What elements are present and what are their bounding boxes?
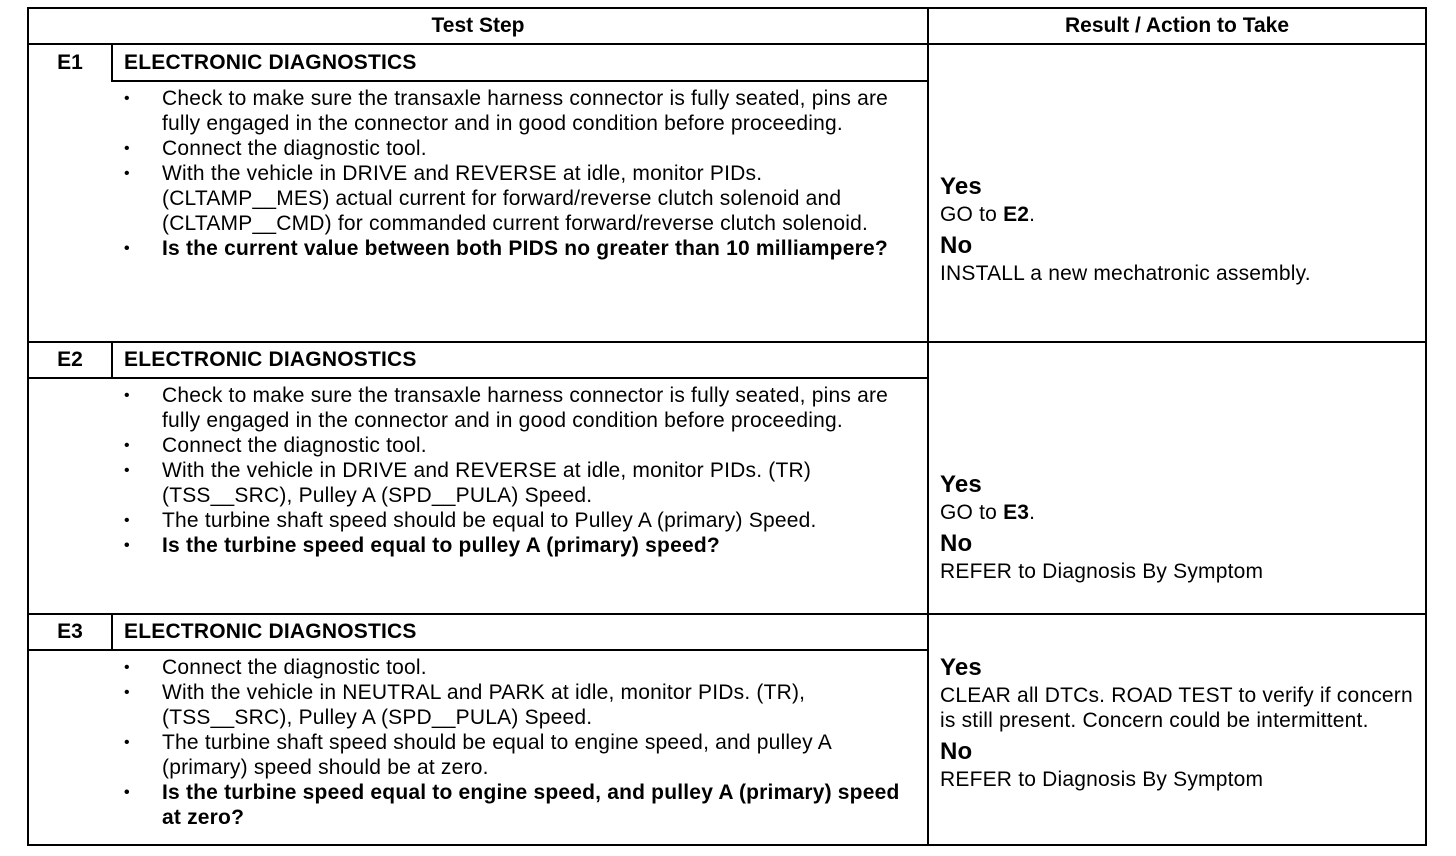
header-test-step: Test Step xyxy=(431,14,525,37)
header-divider xyxy=(29,43,1425,45)
list-item: • With the vehicle in DRIVE and REVERSE at idle, monitor PIDs. (TR) (TSS__SRC), Pulley A (SPD__PULA) Speed. xyxy=(119,458,919,508)
list-item: • Check to make sure the transaxle harness connector is fully seated, pins are fully engaged in the connector and in good condition before proceeding. xyxy=(119,383,919,433)
list-item: • Connect the diagnostic tool. xyxy=(119,655,919,680)
step-title-e1: ELECTRONIC DIAGNOSTICS xyxy=(124,51,417,74)
title-divider xyxy=(111,80,927,82)
no-action: REFER to Diagnosis By Symptom xyxy=(940,768,1264,791)
step-title-e2: ELECTRONIC DIAGNOSTICS xyxy=(124,348,417,371)
result-e3 xyxy=(940,653,1420,792)
result-e1 xyxy=(940,172,1420,286)
no-label: No xyxy=(940,232,973,259)
header-result-action: Result / Action to Take xyxy=(1064,14,1290,37)
result-e2 xyxy=(940,470,1420,584)
title-divider xyxy=(29,649,927,651)
no-label: No xyxy=(940,738,973,765)
yes-action-text: GO to xyxy=(940,501,1004,524)
no-action: INSTALL a new mechatronic assembly. xyxy=(940,262,1311,285)
list-item: • With the vehicle in NEUTRAL and PARK at idle, monitor PIDs. (TR), (TSS__SRC), Pulley A (SPD__PULA) Speed. xyxy=(119,680,919,730)
title-divider xyxy=(29,377,927,379)
step-question-e1: • Is the current value between both PIDS no greater than 10 milliampere? xyxy=(119,236,919,261)
step-id-e3: E3 xyxy=(57,620,83,643)
list-item: • The turbine shaft speed should be equal to Pulley A (primary) Speed. xyxy=(119,508,919,533)
step-question-e2: • Is the turbine speed equal to pulley A (primary) speed? xyxy=(119,533,919,558)
step-id-divider xyxy=(111,615,113,650)
yes-action-text: GO to xyxy=(940,203,1004,226)
yes-action xyxy=(940,202,1420,227)
no-action: REFER to Diagnosis By Symptom xyxy=(940,560,1264,583)
yes-action-punct: . xyxy=(1029,203,1036,226)
yes-label: Yes xyxy=(940,471,982,498)
no-label: No xyxy=(940,530,973,557)
yes-target-step: E2 xyxy=(1003,203,1030,226)
list-item: • Connect the diagnostic tool. xyxy=(119,433,919,458)
step-question-e3: • Is the turbine speed equal to engine speed, and pulley A (primary) speed at zero? xyxy=(119,780,919,830)
step-instructions-e3 xyxy=(119,655,919,830)
list-item: • The turbine shaft speed should be equal to engine speed, and pulley A (primary) speed should be at zero. xyxy=(119,730,919,780)
yes-target-step: E3 xyxy=(1003,501,1030,524)
column-divider xyxy=(927,9,929,844)
yes-label: Yes xyxy=(940,173,982,200)
step-id-divider xyxy=(111,44,113,81)
step-title-e3: ELECTRONIC DIAGNOSTICS xyxy=(124,620,417,643)
step-instructions-e1 xyxy=(119,86,919,261)
step-instructions-e2 xyxy=(119,383,919,558)
step-id-e2: E2 xyxy=(57,348,83,371)
list-item: • With the vehicle in DRIVE and REVERSE at idle, monitor PIDs. (CLTAMP__MES) actual current for forward/reverse clutch solenoid and (CLTAMP__CMD) for commanded current forward/reverse clutch solenoid. xyxy=(119,161,919,236)
yes-action-punct: . xyxy=(1029,501,1036,524)
yes-label: Yes xyxy=(940,654,982,681)
step-id-e1: E1 xyxy=(57,51,83,74)
diagnostic-table xyxy=(27,7,1427,846)
step-id-divider xyxy=(111,343,113,378)
list-item: • Connect the diagnostic tool. xyxy=(119,136,919,161)
yes-action xyxy=(940,500,1420,525)
yes-action: CLEAR all DTCs. ROAD TEST to verify if concern is still present. Concern could be intermittent. xyxy=(940,684,1413,732)
list-item: • Check to make sure the transaxle harness connector is fully seated, pins are fully engaged in the connector and in good condition before proceeding. xyxy=(119,86,919,136)
